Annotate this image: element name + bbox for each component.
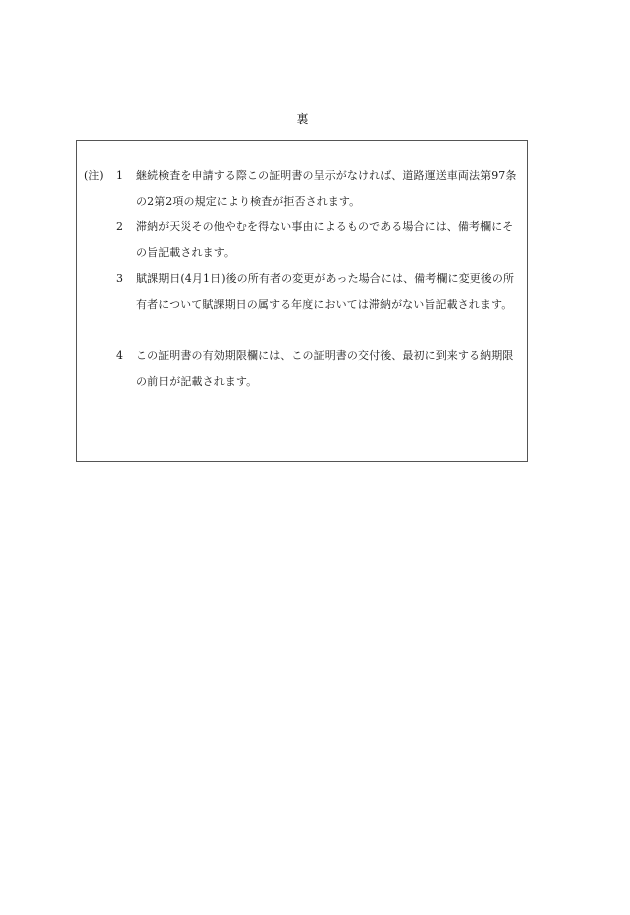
note-item [116, 214, 524, 266]
page-heading: 裏 [296, 112, 309, 126]
note-text: この証明書の有効期限欄には、この証明書の交付後、最初に到来する納期限の前日が記載されます。 [136, 349, 514, 388]
note-text: 賦課期日(4月1日)後の所有者の変更があった場合には、備考欄に変更後の所有者について賦課期日の属する年度においては滞納がない旨記載されます。 [136, 272, 515, 311]
note-text: 滞納が天災その他やむを得ない事由によるものである場合には、備考欄にその旨記載されます。 [136, 220, 514, 259]
note-text: 継続検査を申請する際この証明書の呈示がなければ、道路運送車両法第97条の2第2項の規定により検査が拒否されます。 [136, 169, 517, 208]
note-item [116, 266, 524, 318]
note-item [116, 163, 524, 215]
note-number: 1 [116, 169, 123, 182]
notes-box [76, 140, 528, 462]
notes-label: (注) [84, 169, 104, 182]
note-number: 4 [116, 349, 123, 362]
note-item [116, 343, 524, 395]
note-number: 2 [116, 220, 123, 233]
note-number: 3 [116, 272, 123, 285]
